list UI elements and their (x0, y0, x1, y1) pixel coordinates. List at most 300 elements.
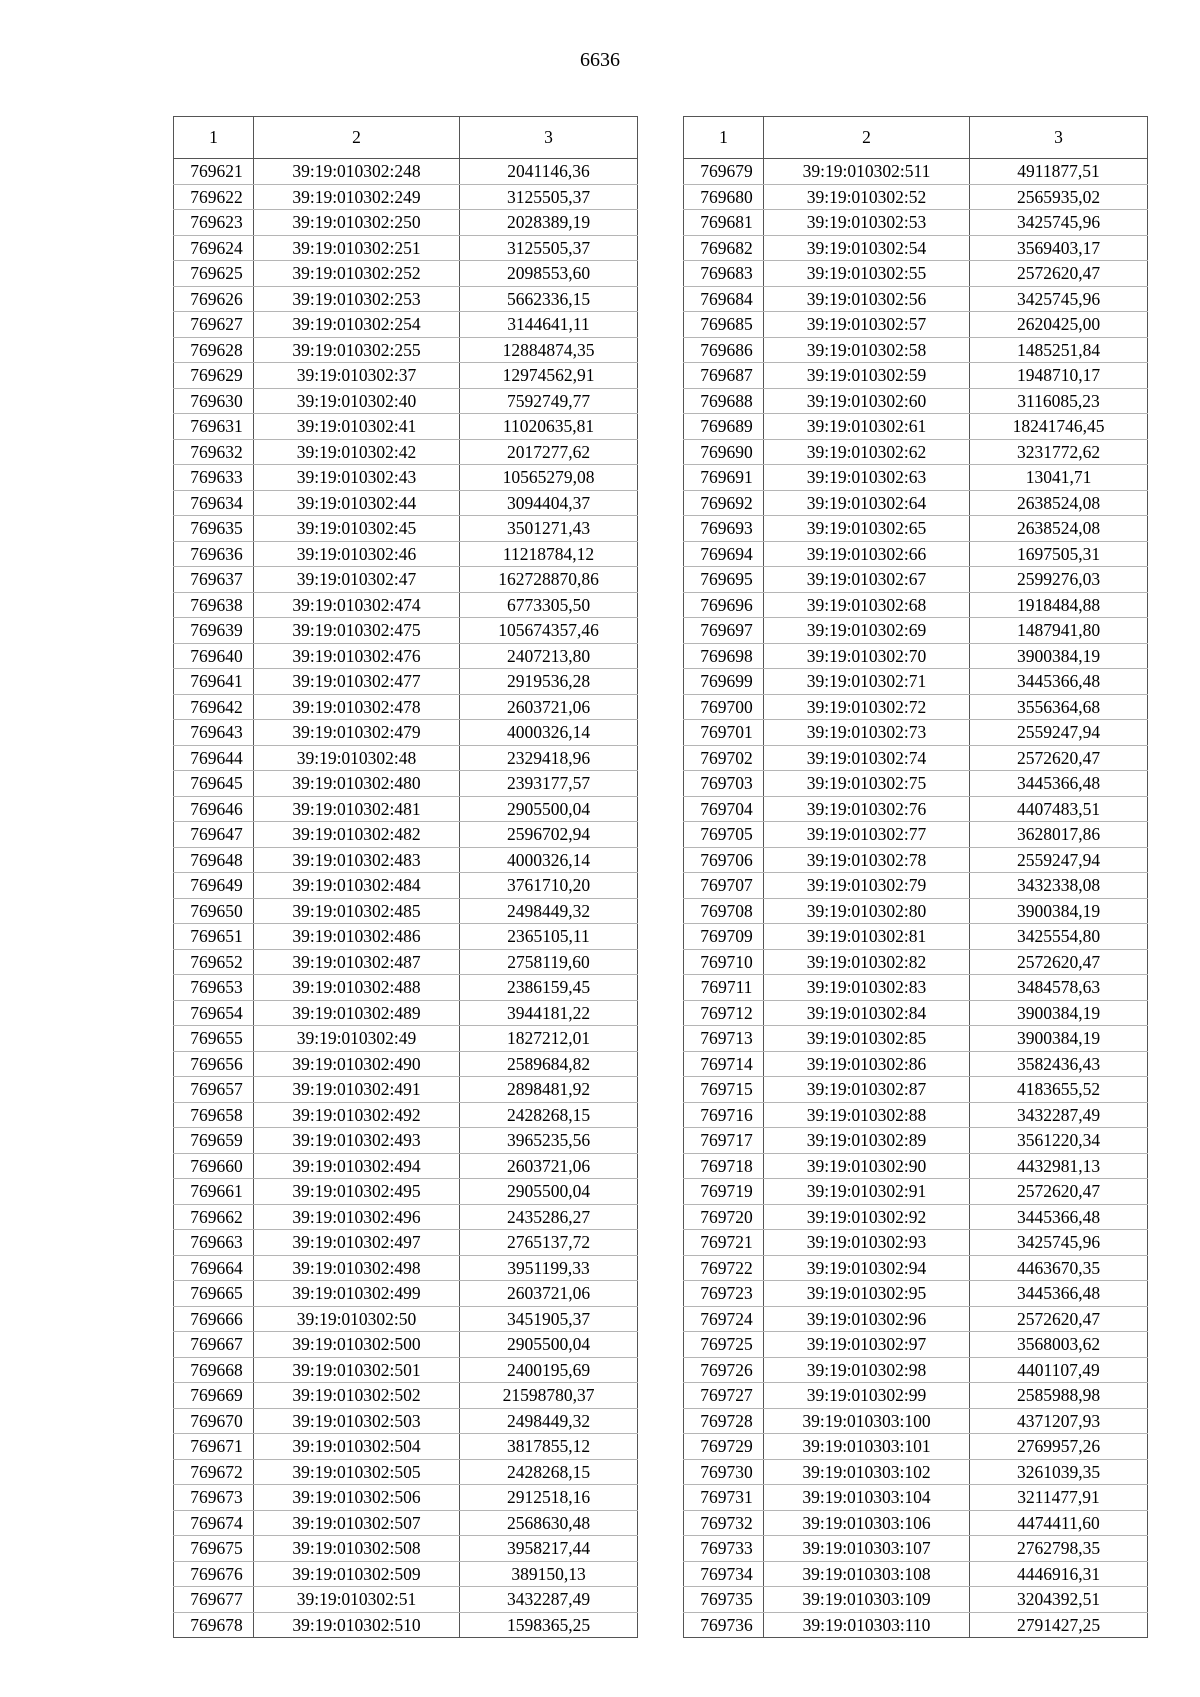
row-number: 769671 (174, 1434, 254, 1460)
cadastral-value: 3817855,12 (460, 1434, 638, 1460)
table-row (684, 1383, 1148, 1409)
row-number: 769672 (174, 1459, 254, 1485)
cadastral-value: 2589684,82 (460, 1051, 638, 1077)
row-number: 769687 (684, 363, 764, 389)
row-number: 769632 (174, 439, 254, 465)
table-row (684, 1102, 1148, 1128)
table-row (684, 516, 1148, 542)
cadastral-value: 4432981,13 (970, 1153, 1148, 1179)
cadastral-value: 2603721,06 (460, 1153, 638, 1179)
row-number: 769654 (174, 1000, 254, 1026)
table-row (684, 771, 1148, 797)
table-row (684, 1536, 1148, 1562)
table-row (684, 1281, 1148, 1307)
cadastral-number: 39:19:010303:110 (764, 1612, 970, 1638)
cadastral-value: 3231772,62 (970, 439, 1148, 465)
table-row (684, 1255, 1148, 1281)
cadastral-value: 389150,13 (460, 1561, 638, 1587)
table-row (684, 924, 1148, 950)
cadastral-number: 39:19:010302:84 (764, 1000, 970, 1026)
table-row (174, 210, 638, 236)
row-number: 769639 (174, 618, 254, 644)
table-row (684, 439, 1148, 465)
cadastral-value: 3561220,34 (970, 1128, 1148, 1154)
row-number: 769636 (174, 541, 254, 567)
row-number: 769673 (174, 1485, 254, 1511)
row-number: 769726 (684, 1357, 764, 1383)
cadastral-number: 39:19:010302:491 (254, 1077, 460, 1103)
row-number: 769647 (174, 822, 254, 848)
cadastral-number: 39:19:010302:49 (254, 1026, 460, 1052)
cadastral-value: 2393177,57 (460, 771, 638, 797)
row-number: 769664 (174, 1255, 254, 1281)
table-row (684, 235, 1148, 261)
row-number: 769693 (684, 516, 764, 542)
cadastral-value: 3445366,48 (970, 1204, 1148, 1230)
cadastral-number: 39:19:010302:64 (764, 490, 970, 516)
header-row (684, 117, 1148, 159)
table-row (684, 1459, 1148, 1485)
cadastral-value: 3556364,68 (970, 694, 1148, 720)
cadastral-value: 1487941,80 (970, 618, 1148, 644)
cadastral-value: 4000326,14 (460, 847, 638, 873)
row-number: 769714 (684, 1051, 764, 1077)
cadastral-number: 39:19:010302:97 (764, 1332, 970, 1358)
left-table-header (174, 117, 638, 159)
cadastral-number: 39:19:010302:92 (764, 1204, 970, 1230)
cadastral-value: 3445366,48 (970, 669, 1148, 695)
cadastral-value: 105674357,46 (460, 618, 638, 644)
table-row (684, 694, 1148, 720)
row-number: 769702 (684, 745, 764, 771)
cadastral-number: 39:19:010302:50 (254, 1306, 460, 1332)
cadastral-value: 3951199,33 (460, 1255, 638, 1281)
cadastral-value: 2017277,62 (460, 439, 638, 465)
cadastral-number: 39:19:010302:56 (764, 286, 970, 312)
table-row (684, 745, 1148, 771)
row-number: 769681 (684, 210, 764, 236)
table-row (174, 1204, 638, 1230)
cadastral-value: 3451905,37 (460, 1306, 638, 1332)
row-number: 769709 (684, 924, 764, 950)
table-row (684, 592, 1148, 618)
row-number: 769699 (684, 669, 764, 695)
row-number: 769695 (684, 567, 764, 593)
row-number: 769700 (684, 694, 764, 720)
table-row (174, 414, 638, 440)
cadastral-number: 39:19:010303:106 (764, 1510, 970, 1536)
cadastral-value: 2905500,04 (460, 1179, 638, 1205)
row-number: 769621 (174, 159, 254, 185)
left-table (173, 116, 638, 1638)
cadastral-value: 4446916,31 (970, 1561, 1148, 1587)
row-number: 769692 (684, 490, 764, 516)
row-number: 769701 (684, 720, 764, 746)
cadastral-number: 39:19:010302:255 (254, 337, 460, 363)
cadastral-value: 4000326,14 (460, 720, 638, 746)
table-row (174, 1408, 638, 1434)
cadastral-value: 2638524,08 (970, 516, 1148, 542)
table-row (684, 618, 1148, 644)
row-number: 769728 (684, 1408, 764, 1434)
table-row (174, 1485, 638, 1511)
table-row (174, 796, 638, 822)
table-row (684, 796, 1148, 822)
table-row (684, 210, 1148, 236)
table-row (174, 618, 638, 644)
row-number: 769629 (174, 363, 254, 389)
row-number: 769704 (684, 796, 764, 822)
row-number: 769655 (174, 1026, 254, 1052)
cadastral-value: 1918484,88 (970, 592, 1148, 618)
table-row (684, 414, 1148, 440)
right-table-body (684, 159, 1148, 1638)
table-row (684, 1510, 1148, 1536)
cadastral-value: 3432287,49 (970, 1102, 1148, 1128)
row-number: 769637 (174, 567, 254, 593)
cadastral-value: 2559247,94 (970, 847, 1148, 873)
cadastral-value: 3628017,86 (970, 822, 1148, 848)
cadastral-value: 1697505,31 (970, 541, 1148, 567)
cadastral-value: 1827212,01 (460, 1026, 638, 1052)
table-row (684, 184, 1148, 210)
row-number: 769677 (174, 1587, 254, 1613)
cadastral-number: 39:19:010302:71 (764, 669, 970, 695)
table-row (684, 1561, 1148, 1587)
row-number: 769724 (684, 1306, 764, 1332)
cadastral-value: 2905500,04 (460, 796, 638, 822)
cadastral-number: 39:19:010302:87 (764, 1077, 970, 1103)
cadastral-number: 39:19:010302:253 (254, 286, 460, 312)
table-row (174, 822, 638, 848)
cadastral-value: 162728870,86 (460, 567, 638, 593)
row-number: 769623 (174, 210, 254, 236)
row-number: 769727 (684, 1383, 764, 1409)
cadastral-number: 39:19:010302:46 (254, 541, 460, 567)
header-row (174, 117, 638, 159)
row-number: 769680 (684, 184, 764, 210)
cadastral-value: 3900384,19 (970, 1026, 1148, 1052)
cadastral-value: 3261039,35 (970, 1459, 1148, 1485)
row-number: 769723 (684, 1281, 764, 1307)
cadastral-number: 39:19:010302:89 (764, 1128, 970, 1154)
cadastral-number: 39:19:010302:93 (764, 1230, 970, 1256)
cadastral-number: 39:19:010302:484 (254, 873, 460, 899)
cadastral-number: 39:19:010302:60 (764, 388, 970, 414)
row-number: 769622 (174, 184, 254, 210)
cadastral-value: 2572620,47 (970, 261, 1148, 287)
cadastral-number: 39:19:010302:498 (254, 1255, 460, 1281)
row-number: 769650 (174, 898, 254, 924)
row-number: 769644 (174, 745, 254, 771)
table-row (174, 1536, 638, 1562)
table-row (684, 286, 1148, 312)
row-number: 769624 (174, 235, 254, 261)
table-row (684, 1077, 1148, 1103)
row-number: 769634 (174, 490, 254, 516)
header-col-3: 3 (970, 117, 1148, 159)
table-row (684, 363, 1148, 389)
row-number: 769696 (684, 592, 764, 618)
cadastral-number: 39:19:010302:62 (764, 439, 970, 465)
row-number: 769719 (684, 1179, 764, 1205)
row-number: 769661 (174, 1179, 254, 1205)
table-row (684, 261, 1148, 287)
table-row (174, 439, 638, 465)
cadastral-value: 2386159,45 (460, 975, 638, 1001)
cadastral-value: 2435286,27 (460, 1204, 638, 1230)
table-row (174, 873, 638, 899)
row-number: 769662 (174, 1204, 254, 1230)
cadastral-value: 10565279,08 (460, 465, 638, 491)
table-row (174, 1306, 638, 1332)
cadastral-value: 2905500,04 (460, 1332, 638, 1358)
table-row (174, 1128, 638, 1154)
cadastral-number: 39:19:010302:72 (764, 694, 970, 720)
row-number: 769627 (174, 312, 254, 338)
table-row (174, 1077, 638, 1103)
header-col-3: 3 (460, 117, 638, 159)
cadastral-value: 2898481,92 (460, 1077, 638, 1103)
table-row (174, 745, 638, 771)
cadastral-number: 39:19:010302:511 (764, 159, 970, 185)
cadastral-number: 39:19:010302:94 (764, 1255, 970, 1281)
row-number: 769708 (684, 898, 764, 924)
cadastral-number: 39:19:010302:254 (254, 312, 460, 338)
table-row (174, 643, 638, 669)
row-number: 769730 (684, 1459, 764, 1485)
cadastral-number: 39:19:010302:96 (764, 1306, 970, 1332)
cadastral-number: 39:19:010302:482 (254, 822, 460, 848)
cadastral-value: 21598780,37 (460, 1383, 638, 1409)
cadastral-value: 2572620,47 (970, 745, 1148, 771)
table-row (174, 847, 638, 873)
table-row (174, 1051, 638, 1077)
row-number: 769657 (174, 1077, 254, 1103)
row-number: 769694 (684, 541, 764, 567)
cadastral-value: 4401107,49 (970, 1357, 1148, 1383)
row-number: 769715 (684, 1077, 764, 1103)
cadastral-value: 2098553,60 (460, 261, 638, 287)
cadastral-number: 39:19:010302:480 (254, 771, 460, 797)
row-number: 769685 (684, 312, 764, 338)
table-row (174, 261, 638, 287)
cadastral-value: 13041,71 (970, 465, 1148, 491)
row-number: 769641 (174, 669, 254, 695)
row-number: 769638 (174, 592, 254, 618)
cadastral-value: 2758119,60 (460, 949, 638, 975)
cadastral-value: 3432338,08 (970, 873, 1148, 899)
cadastral-value: 2498449,32 (460, 1408, 638, 1434)
table-row (684, 975, 1148, 1001)
cadastral-value: 2572620,47 (970, 949, 1148, 975)
cadastral-number: 39:19:010302:45 (254, 516, 460, 542)
cadastral-value: 3761710,20 (460, 873, 638, 899)
row-number: 769732 (684, 1510, 764, 1536)
cadastral-number: 39:19:010302:505 (254, 1459, 460, 1485)
cadastral-value: 2400195,69 (460, 1357, 638, 1383)
row-number: 769660 (174, 1153, 254, 1179)
cadastral-value: 5662336,15 (460, 286, 638, 312)
table-row (684, 720, 1148, 746)
row-number: 769668 (174, 1357, 254, 1383)
table-row (684, 949, 1148, 975)
cadastral-number: 39:19:010302:54 (764, 235, 970, 261)
cadastral-number: 39:19:010302:487 (254, 949, 460, 975)
cadastral-value: 2559247,94 (970, 720, 1148, 746)
cadastral-value: 3445366,48 (970, 1281, 1148, 1307)
cadastral-value: 11218784,12 (460, 541, 638, 567)
cadastral-number: 39:19:010302:40 (254, 388, 460, 414)
cadastral-value: 4463670,35 (970, 1255, 1148, 1281)
table-row (174, 541, 638, 567)
table-row (174, 898, 638, 924)
cadastral-number: 39:19:010302:85 (764, 1026, 970, 1052)
row-number: 769640 (174, 643, 254, 669)
cadastral-number: 39:19:010302:61 (764, 414, 970, 440)
cadastral-number: 39:19:010302:509 (254, 1561, 460, 1587)
row-number: 769736 (684, 1612, 764, 1638)
table-row (174, 1587, 638, 1613)
table-row (684, 388, 1148, 414)
table-row (174, 312, 638, 338)
cadastral-value: 18241746,45 (970, 414, 1148, 440)
table-row (684, 1332, 1148, 1358)
cadastral-value: 2912518,16 (460, 1485, 638, 1511)
cadastral-number: 39:19:010302:496 (254, 1204, 460, 1230)
cadastral-number: 39:19:010302:91 (764, 1179, 970, 1205)
table-row (174, 1281, 638, 1307)
cadastral-number: 39:19:010302:481 (254, 796, 460, 822)
cadastral-number: 39:19:010302:55 (764, 261, 970, 287)
cadastral-value: 3445366,48 (970, 771, 1148, 797)
cadastral-number: 39:19:010302:70 (764, 643, 970, 669)
table-row (174, 1230, 638, 1256)
header-col-1: 1 (174, 117, 254, 159)
row-number: 769676 (174, 1561, 254, 1587)
cadastral-number: 39:19:010302:510 (254, 1612, 460, 1638)
cadastral-value: 3211477,91 (970, 1485, 1148, 1511)
row-number: 769645 (174, 771, 254, 797)
table-row (684, 159, 1148, 185)
row-number: 769718 (684, 1153, 764, 1179)
table-row (684, 465, 1148, 491)
table-row (684, 337, 1148, 363)
cadastral-value: 2596702,94 (460, 822, 638, 848)
row-number: 769729 (684, 1434, 764, 1460)
cadastral-number: 39:19:010302:90 (764, 1153, 970, 1179)
row-number: 769705 (684, 822, 764, 848)
cadastral-number: 39:19:010302:249 (254, 184, 460, 210)
cadastral-number: 39:19:010302:495 (254, 1179, 460, 1205)
table-row (174, 567, 638, 593)
cadastral-value: 12884874,35 (460, 337, 638, 363)
cadastral-number: 39:19:010302:489 (254, 1000, 460, 1026)
cadastral-value: 3501271,43 (460, 516, 638, 542)
row-number: 769625 (174, 261, 254, 287)
table-row (174, 1459, 638, 1485)
table-row (174, 388, 638, 414)
table-row (684, 1434, 1148, 1460)
cadastral-number: 39:19:010302:508 (254, 1536, 460, 1562)
cadastral-number: 39:19:010302:488 (254, 975, 460, 1001)
row-number: 769669 (174, 1383, 254, 1409)
table-row (174, 975, 638, 1001)
table-row (174, 592, 638, 618)
cadastral-number: 39:19:010302:506 (254, 1485, 460, 1511)
cadastral-number: 39:19:010302:78 (764, 847, 970, 873)
cadastral-number: 39:19:010302:475 (254, 618, 460, 644)
cadastral-value: 2428268,15 (460, 1459, 638, 1485)
row-number: 769635 (174, 516, 254, 542)
cadastral-value: 2620425,00 (970, 312, 1148, 338)
cadastral-value: 2638524,08 (970, 490, 1148, 516)
cadastral-number: 39:19:010302:95 (764, 1281, 970, 1307)
cadastral-value: 3582436,43 (970, 1051, 1148, 1077)
cadastral-value: 1948710,17 (970, 363, 1148, 389)
cadastral-value: 2765137,72 (460, 1230, 638, 1256)
row-number: 769656 (174, 1051, 254, 1077)
header-col-1: 1 (684, 117, 764, 159)
row-number: 769698 (684, 643, 764, 669)
row-number: 769646 (174, 796, 254, 822)
row-number: 769712 (684, 1000, 764, 1026)
table-row (684, 1026, 1148, 1052)
cadastral-number: 39:19:010302:497 (254, 1230, 460, 1256)
row-number: 769684 (684, 286, 764, 312)
row-number: 769722 (684, 1255, 764, 1281)
table-row (174, 924, 638, 950)
table-row (684, 1204, 1148, 1230)
cadastral-number: 39:19:010302:499 (254, 1281, 460, 1307)
table-row (174, 465, 638, 491)
cadastral-value: 2329418,96 (460, 745, 638, 771)
cadastral-value: 11020635,81 (460, 414, 638, 440)
table-row (174, 1510, 638, 1536)
cadastral-number: 39:19:010302:59 (764, 363, 970, 389)
row-number: 769658 (174, 1102, 254, 1128)
cadastral-number: 39:19:010303:108 (764, 1561, 970, 1587)
cadastral-value: 3116085,23 (970, 388, 1148, 414)
header-col-2: 2 (254, 117, 460, 159)
cadastral-number: 39:19:010302:69 (764, 618, 970, 644)
cadastral-number: 39:19:010302:43 (254, 465, 460, 491)
cadastral-value: 3425745,96 (970, 210, 1148, 236)
cadastral-value: 2762798,35 (970, 1536, 1148, 1562)
row-number: 769725 (684, 1332, 764, 1358)
cadastral-value: 6773305,50 (460, 592, 638, 618)
row-number: 769630 (174, 388, 254, 414)
table-row (174, 235, 638, 261)
cadastral-number: 39:19:010302:474 (254, 592, 460, 618)
table-row (174, 1561, 638, 1587)
cadastral-value: 2565935,02 (970, 184, 1148, 210)
row-number: 769713 (684, 1026, 764, 1052)
table-row (174, 1383, 638, 1409)
cadastral-number: 39:19:010302:37 (254, 363, 460, 389)
row-number: 769697 (684, 618, 764, 644)
row-number: 769653 (174, 975, 254, 1001)
cadastral-number: 39:19:010302:99 (764, 1383, 970, 1409)
row-number: 769686 (684, 337, 764, 363)
cadastral-number: 39:19:010302:504 (254, 1434, 460, 1460)
cadastral-value: 2919536,28 (460, 669, 638, 695)
table-row (684, 1051, 1148, 1077)
table-row (684, 1357, 1148, 1383)
right-table-header (684, 117, 1148, 159)
table-row (684, 1485, 1148, 1511)
table-row (684, 1612, 1148, 1638)
